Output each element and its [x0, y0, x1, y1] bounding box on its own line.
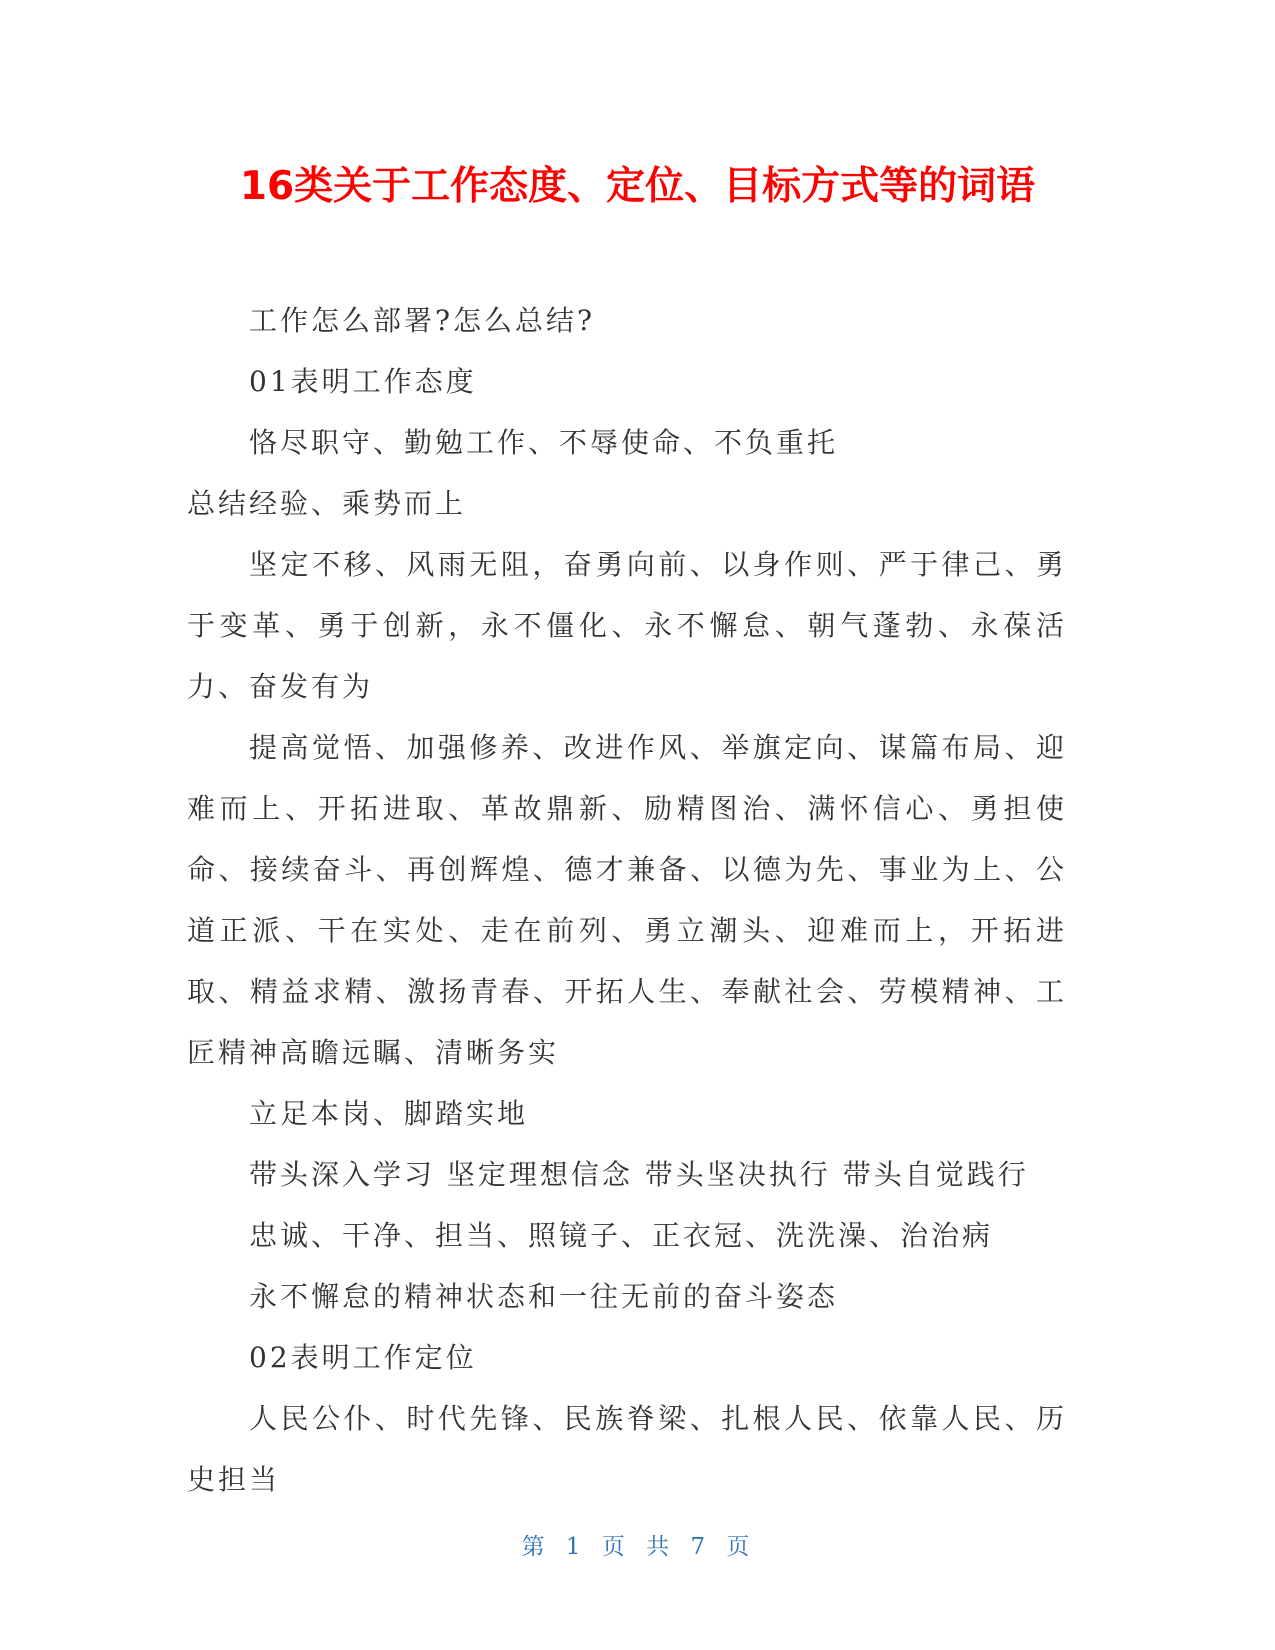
paragraph: 人民公仆、时代先锋、民族脊梁、扎根人民、依靠人民、历史担当 [187, 1402, 1067, 1496]
paragraph: 永不懈怠的精神状态和一往无前的奋斗姿态 [249, 1280, 839, 1313]
paragraph: 忠诚、干净、担当、照镜子、正衣冠、洗洗澡、治治病 [249, 1219, 994, 1252]
page-number-footer: 第 1 页 共 7 页 [521, 1534, 754, 1560]
paragraph: 工作怎么部署?怎么总结? [249, 304, 596, 337]
document-body [187, 290, 1067, 1510]
paragraph: 总结经验、乘势而上 [187, 487, 467, 520]
paragraph: 恪尽职守、勤勉工作、不辱使命、不负重托 [249, 426, 839, 459]
section-heading: 02表明工作定位 [249, 1341, 477, 1374]
paragraph: 坚定不移、风雨无阻，奋勇向前、以身作则、严于律己、勇于变革、勇于创新，永不僵化、永不懈怠、朝气蓬勃、永葆活力、奋发有为 [187, 548, 1067, 703]
section-heading: 01表明工作态度 [249, 365, 477, 398]
paragraph: 立足本岗、脚踏实地 [249, 1097, 529, 1130]
paragraph: 提高觉悟、加强修养、改进作风、举旗定向、谋篇布局、迎难而上、开拓进取、革故鼎新、励精图治、满怀信心、勇担使命、接续奋斗、再创辉煌、德才兼备、以德为先、事业为上、公道正派、干在实处、走在前列、勇立潮头、迎难而上，开拓进取、精益求精、激扬青春、开拓人生、奉献社会、劳模精神、工匠精神高瞻远瞩、清晰务实 [187, 731, 1067, 1069]
document-title: 16类关于工作态度、定位、目标方式等的词语 [239, 164, 1036, 209]
paragraph: 带头深入学习 坚定理想信念 带头坚决执行 带头自觉践行 [249, 1158, 1029, 1191]
